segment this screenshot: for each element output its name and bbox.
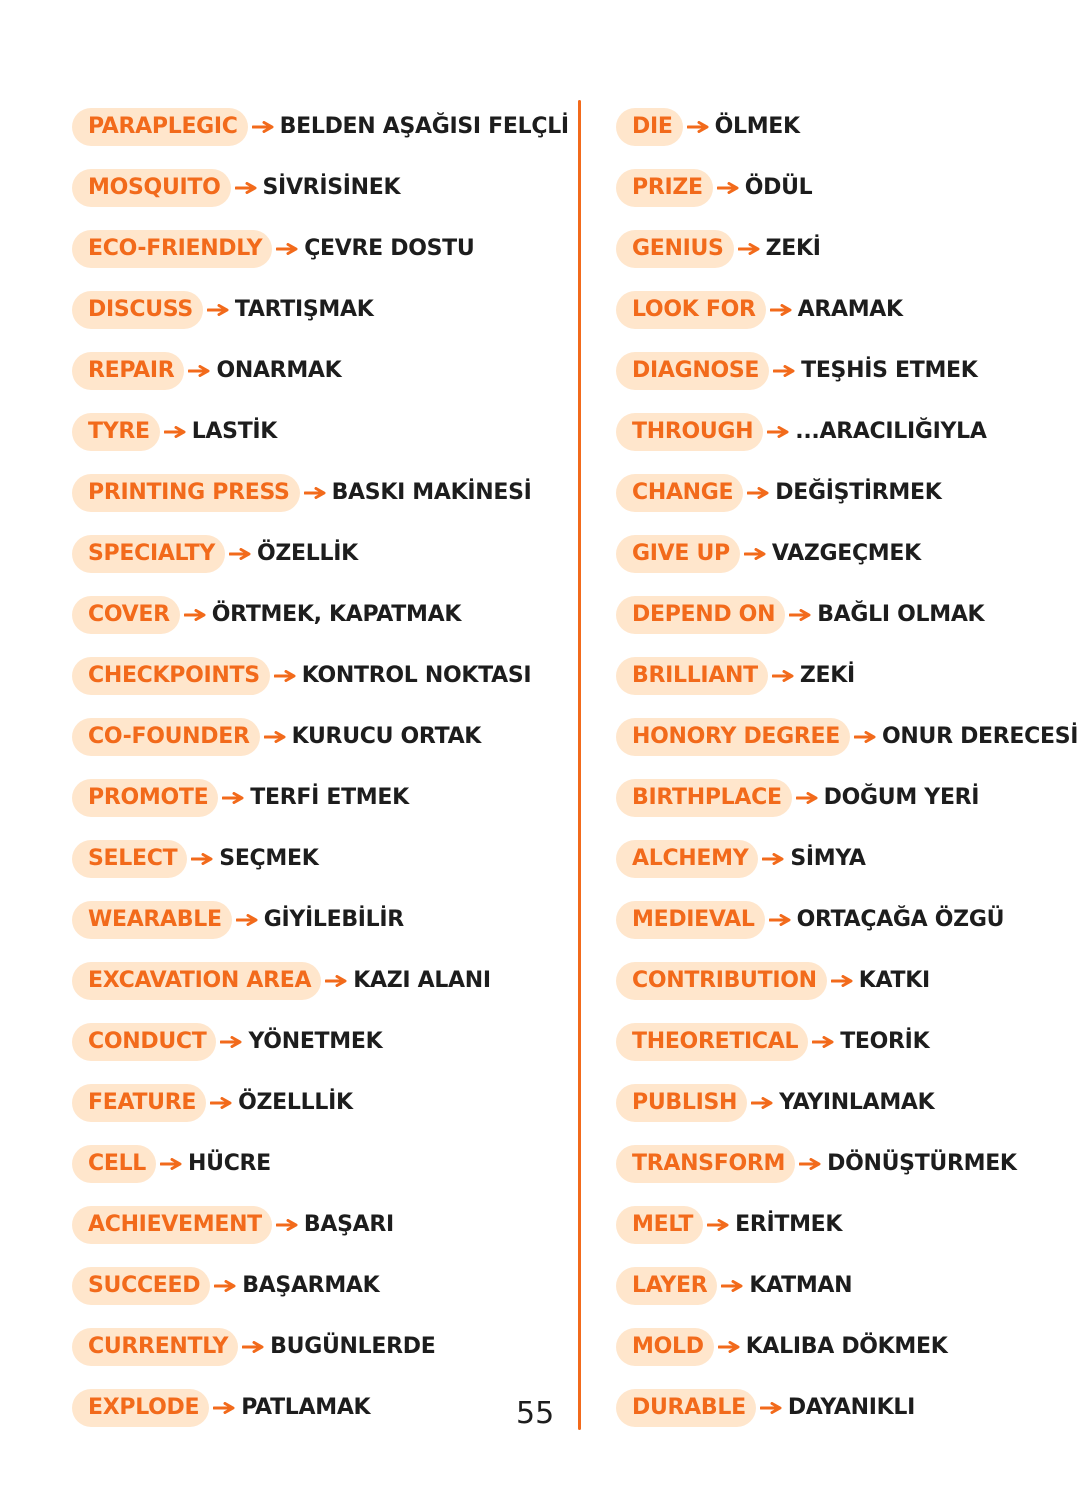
vocabulary-meaning: BAŞARMAK [242,1272,380,1298]
vocabulary-entry [616,218,1066,279]
vocabulary-meaning: ÖLMEK [714,113,800,139]
vocabulary-meaning: KAZI ALANI [353,967,491,993]
vocabulary-term: ECO-FRIENDLY [72,230,272,268]
vocabulary-entry [616,1316,1066,1377]
vocabulary-term: BRILLIANT [616,657,768,695]
vocabulary-term: THROUGH [616,413,763,451]
vocabulary-term: ALCHEMY [616,840,758,878]
arrow-right-icon [796,792,818,804]
arrow-right-icon [812,1036,834,1048]
arrow-right-icon [707,1219,729,1231]
arrow-right-icon [760,1402,782,1414]
vocabulary-entry [72,1011,542,1072]
arrow-right-icon [164,426,186,438]
vocabulary-entry [72,462,542,523]
vocabulary-meaning: TERFİ ETMEK [250,784,409,810]
vocabulary-meaning: KALIBA DÖKMEK [745,1333,948,1359]
vocabulary-meaning: ONARMAK [216,357,342,383]
vocabulary-meaning: ZEKİ [765,235,821,261]
vocabulary-entry [72,401,542,462]
vocabulary-entry [616,828,1066,889]
arrow-right-icon [769,914,791,926]
vocabulary-term: LAYER [616,1267,717,1305]
vocabulary-entry [616,157,1066,218]
vocabulary-meaning: BUGÜNLERDE [270,1333,436,1359]
vocabulary-entry [72,828,542,889]
vocabulary-term: CHANGE [616,474,743,512]
vocabulary-entry [72,706,542,767]
vocabulary-term: PUBLISH [616,1084,747,1122]
vocabulary-meaning: DEĞİŞTİRMEK [775,479,942,505]
vocabulary-entry [72,584,542,645]
vocabulary-entry [72,950,542,1011]
arrow-right-icon [325,975,347,987]
arrow-right-icon [789,609,811,621]
vocabulary-entry [72,340,542,401]
arrow-right-icon [191,853,213,865]
vocabulary-entry [616,279,1066,340]
vocabulary-entry [72,645,542,706]
vocabulary-term: PRINTING PRESS [72,474,300,512]
vocabulary-entry [616,462,1066,523]
vocabulary-term: CONTRIBUTION [616,962,827,1000]
arrow-right-icon [770,304,792,316]
vocabulary-term: MEDIEVAL [616,901,765,939]
arrow-right-icon [744,548,766,560]
arrow-right-icon [214,1280,236,1292]
arrow-right-icon [213,1402,235,1414]
vocabulary-meaning: DAYANIKLI [787,1394,915,1420]
vocabulary-meaning: ÇEVRE DOSTU [304,235,475,261]
vocabulary-term: SUCCEED [72,1267,210,1305]
vocabulary-term: HONORY DEGREE [616,718,850,756]
arrow-right-icon [160,1158,182,1170]
vocabulary-term: TYRE [72,413,160,451]
vocabulary-entry [616,706,1079,767]
vocabulary-term: EXPLODE [72,1389,209,1427]
vocabulary-entry [616,96,1066,157]
vocabulary-term: MOLD [616,1328,714,1366]
vocabulary-term: PRIZE [616,169,713,207]
vocabulary-entry [616,584,1066,645]
vocabulary-meaning: HÜCRE [188,1150,271,1176]
vocabulary-meaning: PATLAMAK [241,1394,371,1420]
vocabulary-term: DURABLE [616,1389,756,1427]
vocabulary-meaning: BASKI MAKİNESİ [331,479,532,505]
vocabulary-term: SPECIALTY [72,535,225,573]
arrow-right-icon [252,121,274,133]
arrow-right-icon [738,243,760,255]
arrow-right-icon [184,609,206,621]
vocabulary-meaning: BAŞARI [303,1211,394,1237]
vocabulary-term: CHECKPOINTS [72,657,270,695]
arrow-right-icon [767,426,789,438]
vocabulary-entry [616,767,1066,828]
vocabulary-entry [72,1255,542,1316]
vocabulary-term: REPAIR [72,352,184,390]
vocabulary-meaning: YAYINLAMAK [779,1089,935,1115]
arrow-right-icon [718,1341,740,1353]
arrow-right-icon [207,304,229,316]
arrow-right-icon [747,487,769,499]
arrow-right-icon [772,670,794,682]
vocabulary-term: DIE [616,108,683,146]
vocabulary-term: FEATURE [72,1084,206,1122]
arrow-right-icon [687,121,709,133]
vocabulary-meaning: YÖNETMEK [248,1028,383,1054]
vocabulary-meaning: KATKI [858,967,930,993]
vocabulary-term: TRANSFORM [616,1145,795,1183]
vocabulary-meaning: ÖDÜL [744,174,813,200]
arrow-right-icon [274,670,296,682]
vocabulary-term: CURRENTLY [72,1328,238,1366]
arrow-right-icon [210,1097,232,1109]
vocabulary-term: DISCUSS [72,291,203,329]
vocabulary-term: GIVE UP [616,535,740,573]
vocabulary-entry [72,767,542,828]
vocabulary-term: THEORETICAL [616,1023,808,1061]
vocabulary-entry [616,1194,1066,1255]
arrow-right-icon [222,792,244,804]
vocabulary-entry [616,645,1066,706]
vocabulary-meaning: SİMYA [790,845,866,871]
vocabulary-entry [72,889,542,950]
vocabulary-meaning: GİYİLEBİLİR [263,906,404,932]
vocabulary-meaning: KATMAN [749,1272,853,1298]
vocabulary-entry [72,96,569,157]
vocabulary-entry [72,523,542,584]
vocabulary-meaning: SİVRİSİNEK [262,174,401,200]
vocabulary-term: PROMOTE [72,779,218,817]
vocabulary-meaning: ARAMAK [797,296,903,322]
vocabulary-entry [616,1072,1066,1133]
vocabulary-meaning: LASTİK [191,418,278,444]
arrow-right-icon [721,1280,743,1292]
vocabulary-meaning: BELDEN AŞAĞISI FELÇLİ [279,113,569,139]
arrow-right-icon [831,975,853,987]
vocabulary-entry [72,1133,542,1194]
vocabulary-entry [616,1255,1066,1316]
vocabulary-term: MELT [616,1206,703,1244]
vocabulary-meaning: KONTROL NOKTASI [301,662,532,688]
vocabulary-meaning: ERİTMEK [735,1211,843,1237]
vocabulary-entry [616,523,1066,584]
vocabulary-meaning: KURUCU ORTAK [291,723,482,749]
vocabulary-term: MOSQUITO [72,169,231,207]
vocabulary-entry [72,1316,542,1377]
vocabulary-entry [72,1194,542,1255]
vocabulary-entry [72,1377,542,1438]
arrow-right-icon [235,182,257,194]
vocabulary-meaning: TEŞHİS ETMEK [801,357,978,383]
vocabulary-term: LOOK FOR [616,291,766,329]
vocabulary-entry [616,950,1066,1011]
vocabulary-entry [72,279,542,340]
page-number: 55 [516,1396,555,1431]
vocabulary-entry [616,1133,1066,1194]
vocabulary-entry [616,1011,1066,1072]
vocabulary-meaning: ÖZELLİK [256,540,358,566]
vocabulary-term: EXCAVATION AREA [72,962,321,1000]
vocabulary-term: DIAGNOSE [616,352,769,390]
vocabulary-entry [616,889,1066,950]
vocabulary-meaning: SEÇMEK [219,845,319,871]
vocabulary-term: PARAPLEGIC [72,108,248,146]
vocabulary-meaning: ZEKİ [799,662,855,688]
vocabulary-meaning: BAĞLI OLMAK [817,601,985,627]
vocabulary-entry [72,157,542,218]
vocabulary-meaning: DOĞUM YERİ [823,784,980,810]
vocabulary-entry [616,401,1066,462]
arrow-right-icon [242,1341,264,1353]
left-vocabulary-column [72,96,569,1438]
vocabulary-term: ACHIEVEMENT [72,1206,272,1244]
vocabulary-meaning: ...ARACILIĞIYLA [795,418,987,444]
vocabulary-meaning: DÖNÜŞTÜRMEK [827,1150,1017,1176]
vocabulary-meaning: ONUR DERECESİ [882,723,1079,749]
arrow-right-icon [762,853,784,865]
vocabulary-meaning: VAZGEÇMEK [771,540,921,566]
arrow-right-icon [773,365,795,377]
arrow-right-icon [304,487,326,499]
vocabulary-term: SELECT [72,840,187,878]
vocabulary-meaning: TARTIŞMAK [234,296,374,322]
arrow-right-icon [229,548,251,560]
arrow-right-icon [854,731,876,743]
right-vocabulary-column [616,96,1079,1438]
vocabulary-entry [72,218,542,279]
arrow-right-icon [220,1036,242,1048]
arrow-right-icon [276,243,298,255]
vocabulary-term: CONDUCT [72,1023,216,1061]
vocabulary-term: WEARABLE [72,901,232,939]
vocabulary-entry [72,1072,542,1133]
vocabulary-meaning: ORTAÇAĞA ÖZGÜ [796,906,1005,932]
vocabulary-term: CELL [72,1145,156,1183]
vocabulary-entry [616,1377,1066,1438]
vocabulary-term: COVER [72,596,180,634]
vocabulary-term: GENIUS [616,230,734,268]
arrow-right-icon [751,1097,773,1109]
vocabulary-meaning: TEORİK [840,1028,930,1054]
column-divider [578,100,581,1430]
vocabulary-meaning: ÖRTMEK, KAPATMAK [211,601,462,627]
vocabulary-meaning: ÖZELLLİK [238,1089,353,1115]
vocabulary-entry [616,340,1066,401]
vocabulary-term: DEPEND ON [616,596,785,634]
arrow-right-icon [276,1219,298,1231]
vocabulary-term: CO-FOUNDER [72,718,260,756]
arrow-right-icon [188,365,210,377]
arrow-right-icon [799,1158,821,1170]
vocabulary-term: BIRTHPLACE [616,779,792,817]
arrow-right-icon [236,914,258,926]
arrow-right-icon [264,731,286,743]
arrow-right-icon [717,182,739,194]
